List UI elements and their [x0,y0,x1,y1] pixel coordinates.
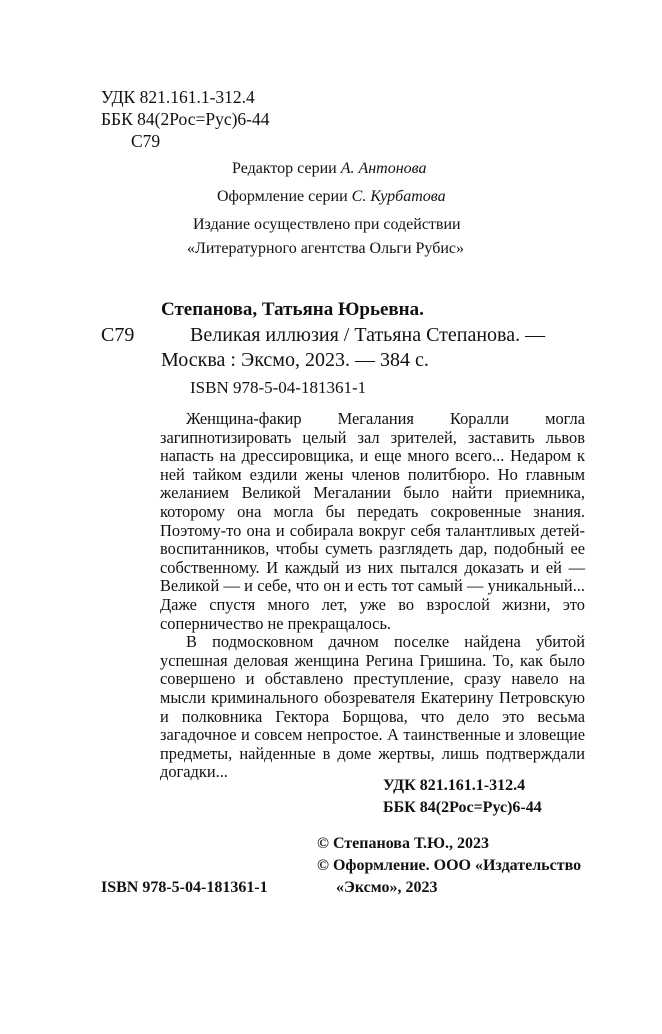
footer-bbk-code: ББК 84(2Рос=Рус)6-44 [383,799,542,816]
copyright-publisher: «Эксмо», 2023 [336,879,438,896]
annotation-paragraph-2: В подмосковном дачном поселке найдена убитой успешная деловая женщина Регина Гришина. То, как было совершено и обставлено преступление, сразу навело на мысли криминального обозревателя Екатерину Петровскую и полковника Гектора Борщова, что дело это весьма загадочное и совсем непростое. А таинственные и зловещие предметы, найденные в доме жертвы, лишь подтверждали догадки... [160,632,585,782]
series-editor-label: Редактор серии [232,160,337,177]
footer-udk-code: УДК 821.161.1-312.4 [383,777,526,794]
bbk-code: ББК 84(2Рос=Рус)6-44 [101,109,270,129]
series-design-label: Оформление серии [217,188,348,205]
series-editor-name: А. Антонова [340,160,427,177]
catalog-heading: Степанова, Татьяна Юрьевна. [161,299,424,320]
catalog-title-line-2: Москва : Эксмо, 2023. — 384 с. [161,349,429,371]
footer-isbn: ISBN 978-5-04-181361-1 [101,879,268,896]
series-design [217,188,446,206]
udk-code: УДК 821.161.1-312.4 [101,87,255,107]
support-line-1: Издание осуществлено при содействии [193,216,461,233]
annotation [160,410,585,782]
series-editor [232,160,427,178]
copyright-design: © Оформление. ООО «Издательство [317,857,582,874]
catalog-mark: С79 [101,324,135,346]
catalog-title-line-1: Великая иллюзия / Татьяна Степанова. — [190,324,546,346]
support-line-2: «Литературного агентства Ольги Рубис» [187,240,464,257]
series-design-name: С. Курбатова [351,188,446,205]
author-mark: С79 [131,131,161,151]
annotation-paragraph-1: Женщина-факир Мегалания Коралли могла загипнотизировать целый зал зрителей, заставить львов напасть на дрессировщика, и еще много всего... Недаром к ней тайком ездили жены членов политбюро. Но главным желанием Великой Мегалании было найти приемника, которому она могла бы передать сокровенные знания. Поэтому-то она и собирала вокруг себя талантливых детей-воспитанников, чтобы суметь разглядеть дар, подобный ее собственному. И каждый из них пытался доказать и ей — Великой — и себе, что он и есть тот самый — уникальный... Даже спустя много лет, уже во взрослой жизни, это соперничество не прекращалось. [160,409,585,633]
copyright-author: © Степанова Т.Ю., 2023 [317,835,490,852]
catalog-isbn: ISBN 978-5-04-181361-1 [190,378,367,397]
